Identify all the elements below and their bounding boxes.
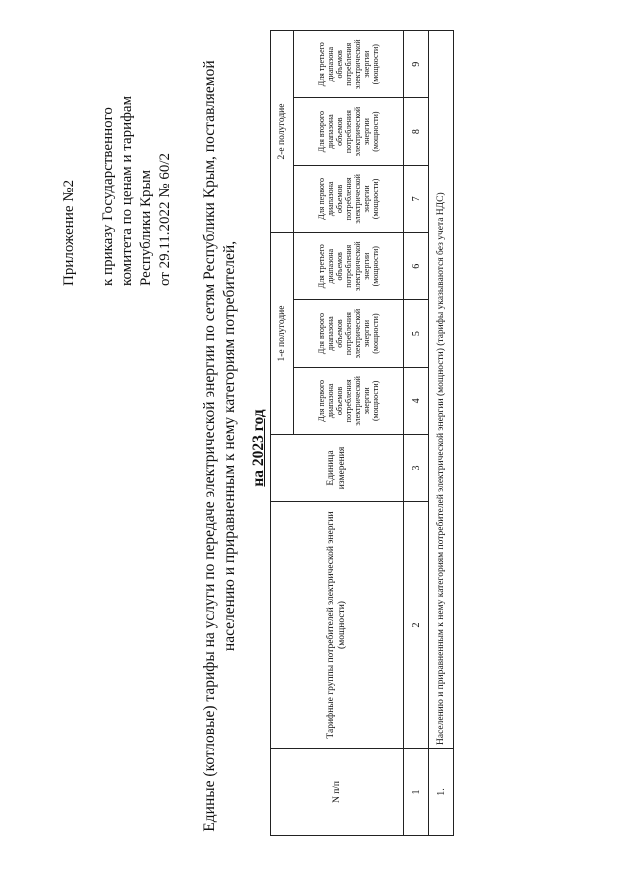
table-header-row-1	[271, 31, 294, 836]
index-cell: 8	[404, 98, 429, 165]
document-year: на 2023 год	[250, 409, 267, 487]
half2-header: 2-е полугодие	[271, 31, 294, 233]
index-cell: 6	[404, 233, 429, 300]
half1-header: 1-е полугодие	[271, 233, 294, 435]
appendix-line-3: Республики Крым	[138, 169, 154, 286]
row-description-cell: Населению и приравненным к нему категориям потребителей электрической энергии (мощности) (тарифы указываются без учета НДС)	[429, 31, 454, 749]
h2-range3-header: Для третьего диапазона объемов потребления электрической энергии (мощности)	[294, 31, 404, 98]
index-cell: 4	[404, 367, 429, 434]
h1-range1-header: Для первого диапазона объемов потребления электрической энергии (мощности)	[294, 367, 404, 434]
tariff-table	[270, 30, 454, 836]
table-row	[429, 31, 454, 836]
table-index-row	[404, 31, 429, 836]
index-cell: 1	[404, 749, 429, 836]
index-cell: 5	[404, 300, 429, 367]
index-cell: 3	[404, 435, 429, 502]
h1-range2-header: Для второго диапазона объемов потребления электрической энергии (мощности)	[294, 300, 404, 367]
appendix-block	[60, 46, 175, 286]
appendix-line-2: комитета по ценам и тарифам	[119, 95, 135, 286]
h2-range2-header: Для второго диапазона объемов потребления электрической энергии (мощности)	[294, 98, 404, 165]
col-unit-header: Единица измерения	[271, 435, 404, 502]
h1-range3-header: Для третьего диапазона объемов потребления электрической энергии (мощности)	[294, 233, 404, 300]
index-cell: 2	[404, 502, 429, 749]
index-cell: 7	[404, 165, 429, 232]
document-title: Единые (котловые) тарифы на услуги по передаче электрической энергии по сетям Республики Крым, поставляемой населению и приравненным к нему категориям потребителей,	[201, 60, 238, 832]
appendix-line-4: от 29.11.2022 № 60/2	[157, 152, 173, 286]
appendix-line-1: к приказу Государственного	[100, 107, 116, 286]
col-group-header: Тарифные группы потребителей электрической энергии (мощности)	[271, 502, 404, 749]
index-cell: 9	[404, 31, 429, 98]
row-number-cell: 1.	[429, 749, 454, 836]
appendix-number: Приложение №2	[61, 179, 77, 286]
h2-range1-header: Для первого диапазона объемов потребления электрической энергии (мощности)	[294, 165, 404, 232]
col-num-header: N п/п	[271, 749, 404, 836]
